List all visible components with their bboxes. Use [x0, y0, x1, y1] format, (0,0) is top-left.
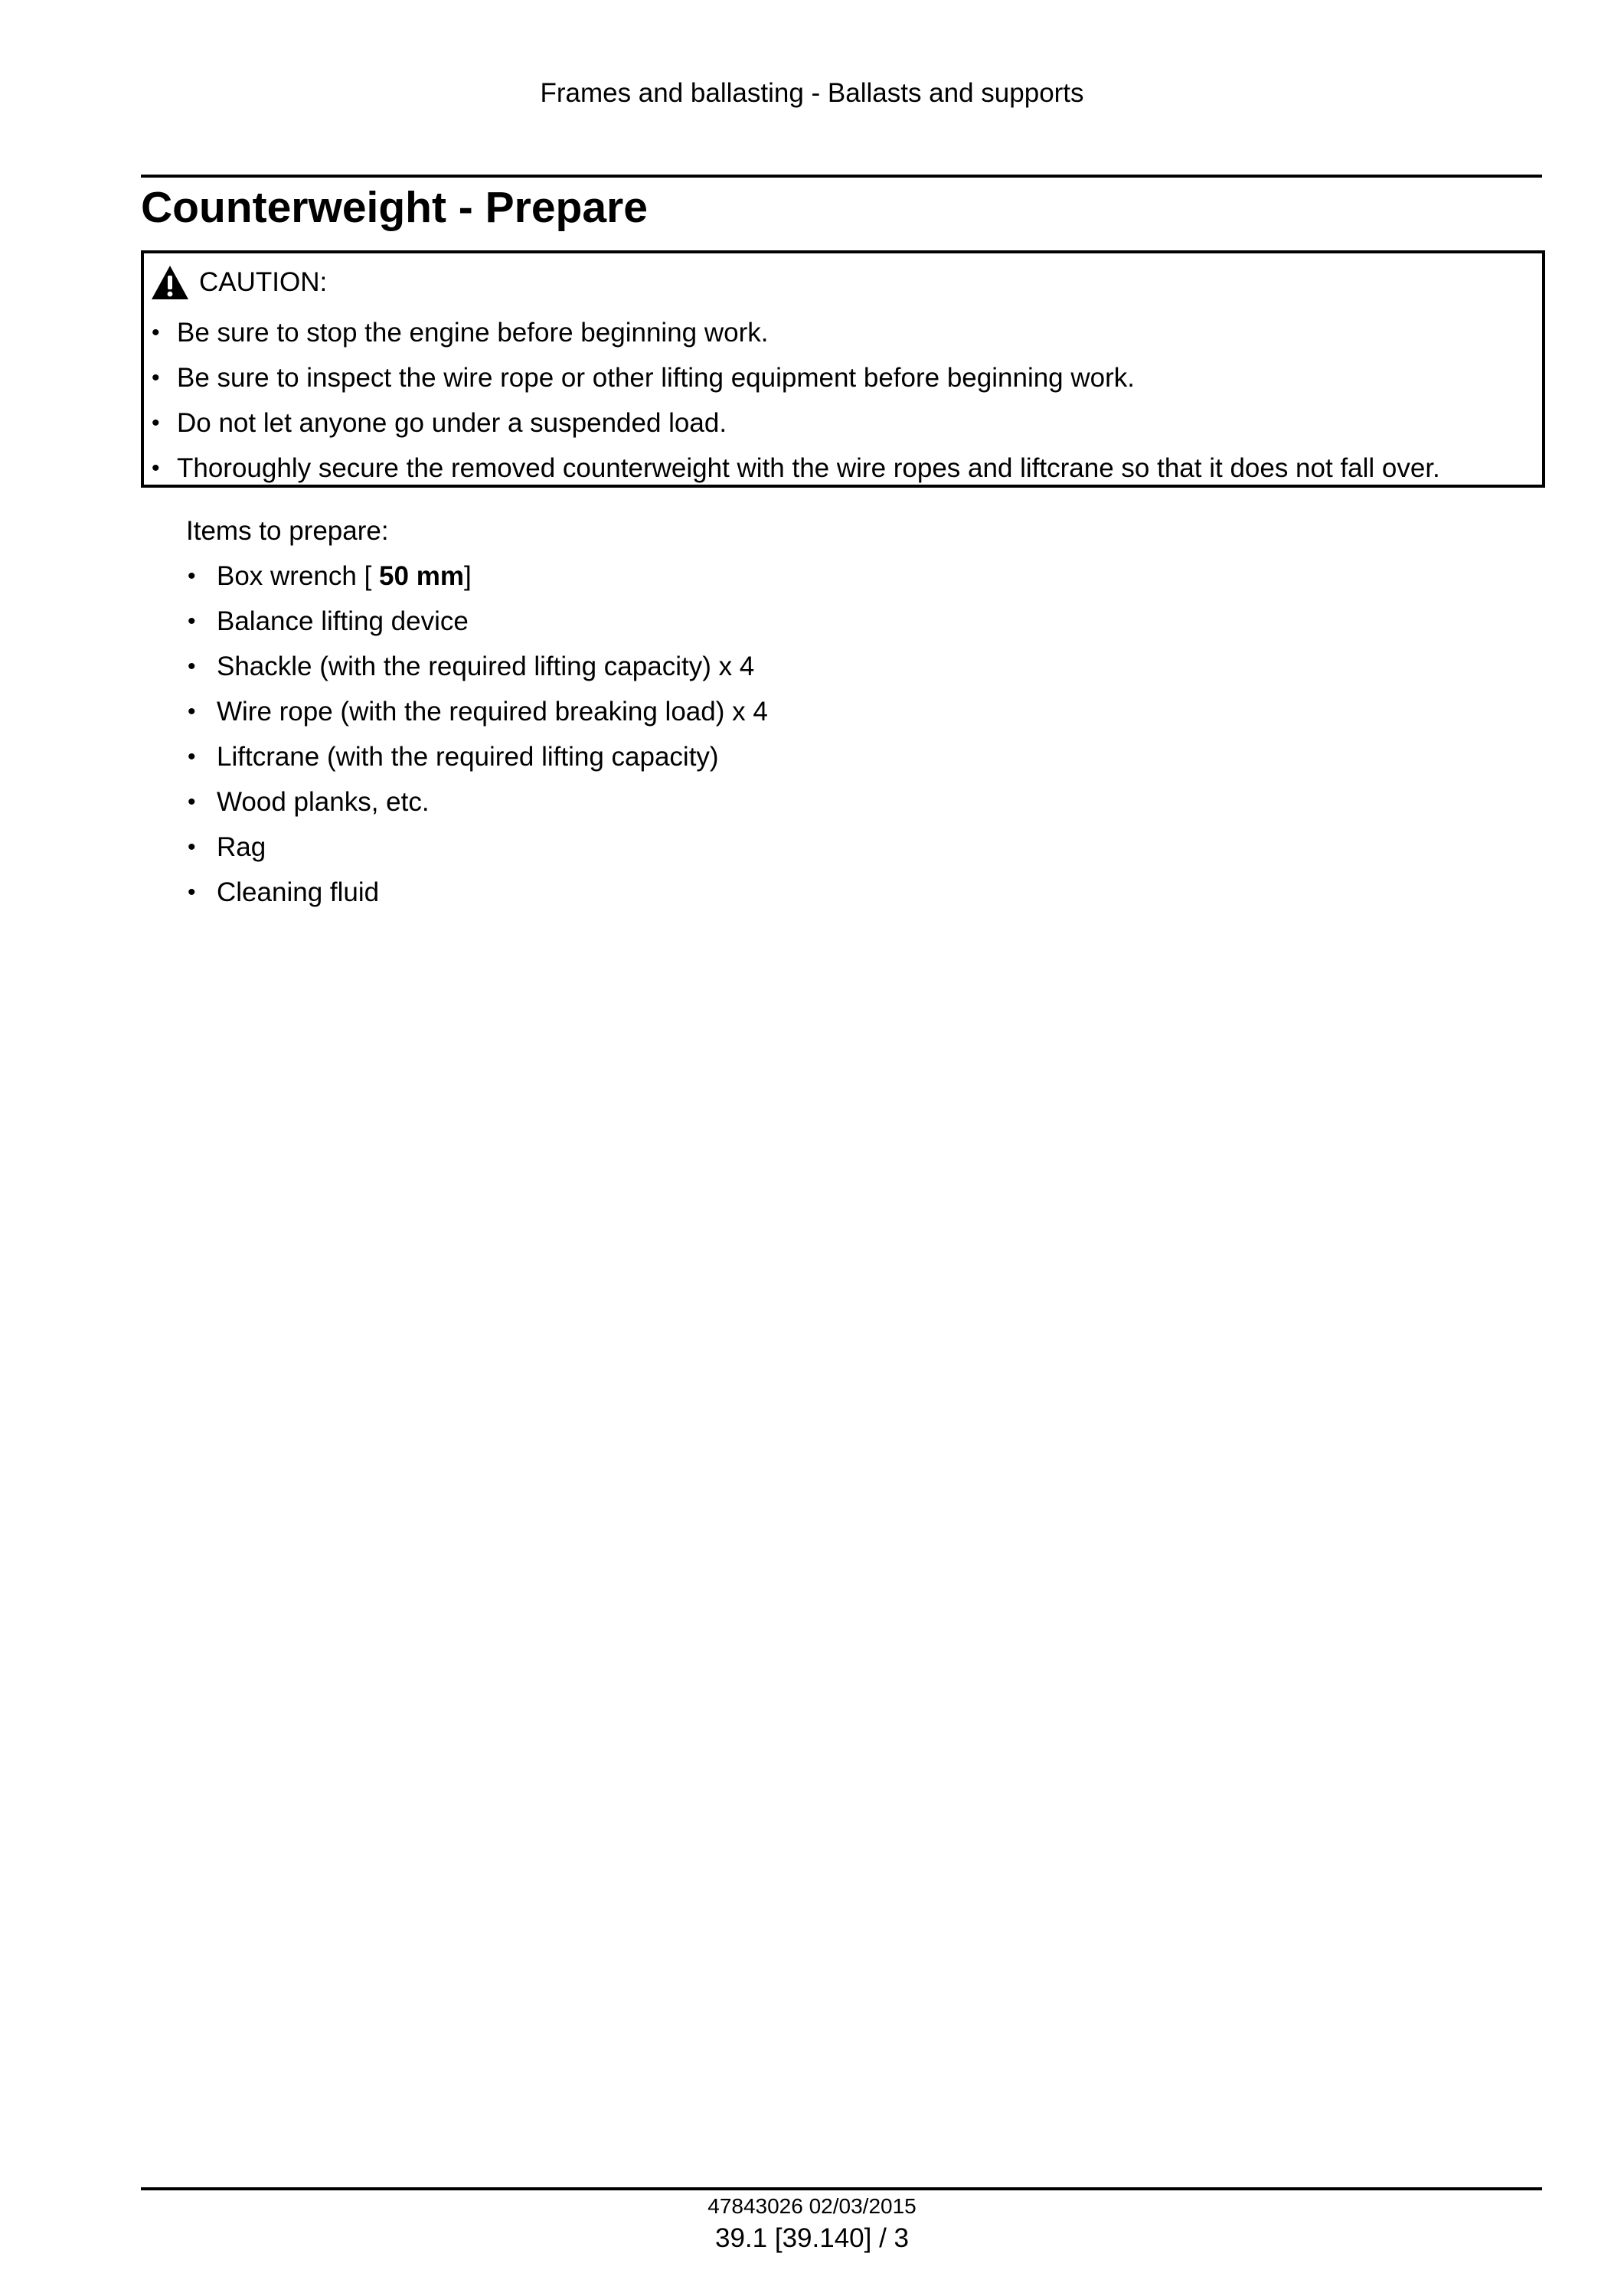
list-item: • Shackle (with the required lifting capacity) x 4 — [186, 644, 768, 689]
caution-item: • Do not let anyone go under a suspended load. — [144, 400, 1440, 446]
box-wrench-suffix: ] — [463, 561, 472, 591]
footer-rule — [141, 2187, 1542, 2190]
header-rule — [141, 175, 1542, 178]
caution-header — [150, 261, 327, 304]
list-item: • Liftcrane (with the required lifting capacity) — [186, 734, 768, 779]
box-wrench-prefix: Box wrench [ — [217, 561, 380, 591]
list-item: • Wood planks, etc. — [186, 779, 768, 825]
items-list — [186, 554, 768, 915]
warning-triangle-icon — [150, 264, 190, 301]
caution-item: • Be sure to stop the engine before beginning work. — [144, 310, 1440, 355]
page-title: Counterweight - Prepare — [141, 183, 648, 232]
box-wrench-size: 50 mm — [379, 561, 464, 591]
list-item: • Cleaning fluid — [186, 870, 768, 915]
caution-label: CAUTION: — [199, 267, 328, 297]
list-item-box-wrench — [186, 554, 768, 599]
running-header: Frames and ballasting - Ballasts and supports — [540, 78, 1084, 108]
list-item: • Rag — [186, 825, 768, 870]
items-intro: Items to prepare: — [186, 516, 389, 546]
list-item: • Balance lifting device — [186, 599, 768, 644]
caution-item: • Thoroughly secure the removed counterweight with the wire ropes and liftcrane so that it does not fall over. — [144, 446, 1440, 491]
list-item: • Wire rope (with the required breaking load) x 4 — [186, 689, 768, 734]
footer-doc-id: 47843026 02/03/2015 — [707, 2194, 917, 2218]
caution-box — [141, 250, 1545, 488]
footer-page-number: 39.1 [39.140] / 3 — [715, 2223, 909, 2253]
caution-list — [144, 310, 1440, 491]
caution-item: • Be sure to inspect the wire rope or other lifting equipment before beginning work. — [144, 355, 1440, 400]
